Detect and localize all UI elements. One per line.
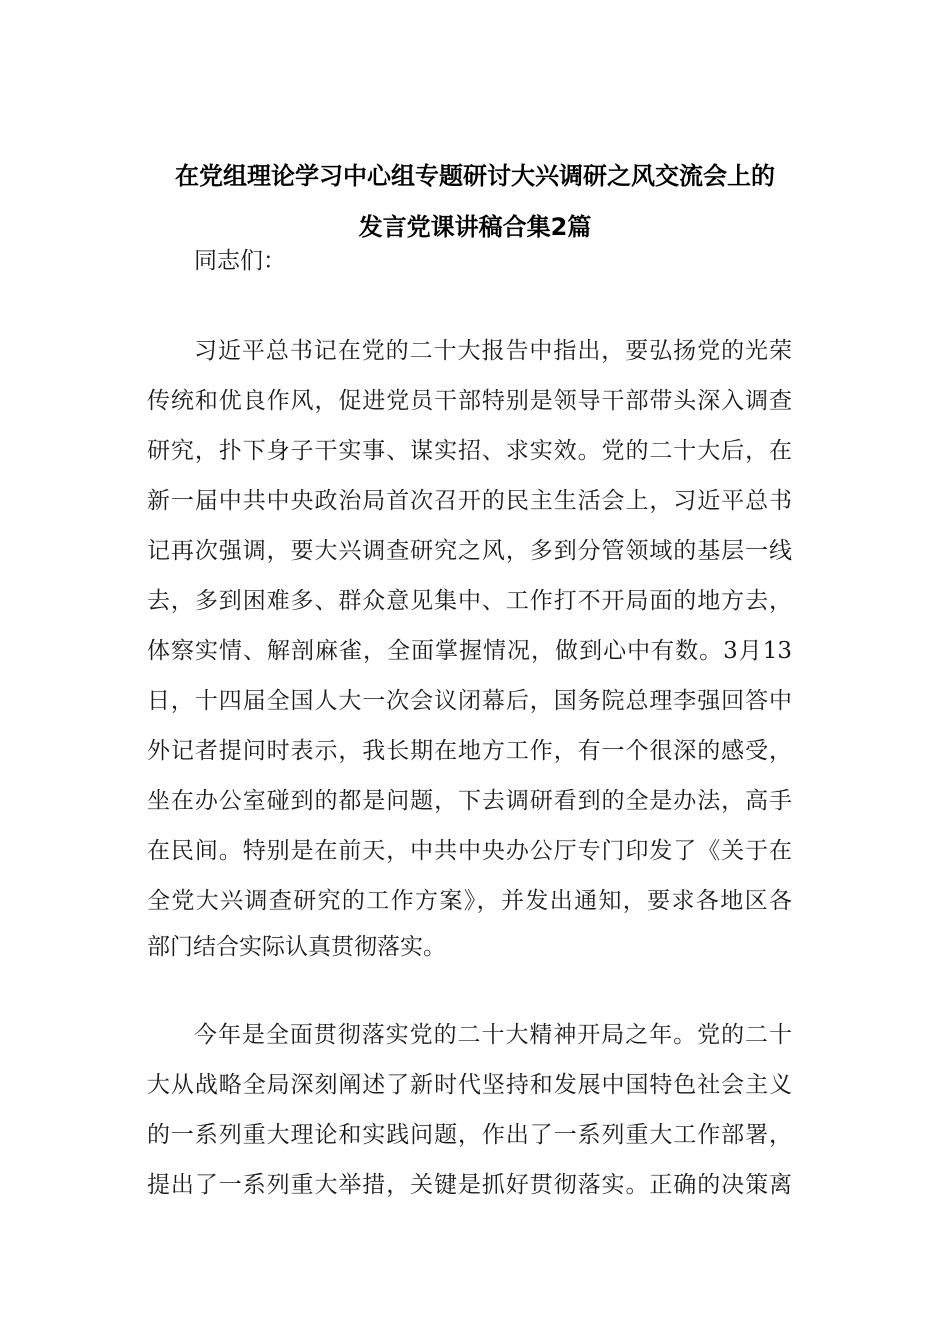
document-title-line-1: 在党组理论学习中心组专题研讨大兴调研之风交流会上的 xyxy=(175,162,775,190)
paragraph-1-line: 新一届中共中央政治局首次召开的民主生活会上，习近平总书 xyxy=(147,488,792,514)
paragraph-1-line: 外记者提问时表示，我长期在地方工作，有一个很深的感受， xyxy=(147,738,792,764)
paragraph-1-line: 部门结合实际认真贯彻落实。 xyxy=(147,934,446,960)
paragraph-2-line: 的一系列重大理论和实践问题，作出了一系列重大工作部署， xyxy=(147,1122,792,1148)
paragraph-2-line: 今年是全面贯彻落实党的二十大精神开局之年。党的二十 xyxy=(194,1022,792,1048)
paragraph-1-line: 记再次强调，要大兴调查研究之风，多到分管领域的基层一线 xyxy=(147,538,792,564)
paragraph-1-line: 日，十四届全国人大一次会议闭幕后，国务院总理李强回答中 xyxy=(147,688,792,714)
paragraph-1-line: 坐在办公室碰到的都是问题，下去调研看到的全是办法，高手 xyxy=(147,788,792,814)
paragraph-1-line: 去，多到困难多、群众意见集中、工作打不开局面的地方去， xyxy=(147,588,792,614)
paragraph-2-line: 提出了一系列重大举措，关键是抓好贯彻落实。正确的决策离 xyxy=(147,1172,792,1198)
paragraph-1-line: 传统和优良作风，促进党员干部特别是领导干部带头深入调查 xyxy=(147,388,792,414)
salutation: 同志们： xyxy=(194,248,286,274)
paragraph-2-line: 大从战略全局深刻阐述了新时代坚持和发展中国特色社会主义 xyxy=(147,1072,792,1098)
paragraph-1-line: 习近平总书记在党的二十大报告中指出，要弘扬党的光荣 xyxy=(194,338,792,364)
paragraph-1-line: 研究，扑下身子干实事、谋实招、求实效。党的二十大后，在 xyxy=(147,438,792,464)
paragraph-1-line: 在民间。特别是在前天，中共中央办公厅专门印发了《关于在 xyxy=(147,838,792,864)
paragraph-1-line: 全党大兴调查研究的工作方案》，并发出通知，要求各地区各 xyxy=(147,888,792,914)
document-title-line-2: 发言党课讲稿合集2篇 xyxy=(358,213,592,241)
paragraph-1-line: 体察实情、解剖麻雀，全面掌握情况，做到心中有数。3月13 xyxy=(147,638,792,664)
